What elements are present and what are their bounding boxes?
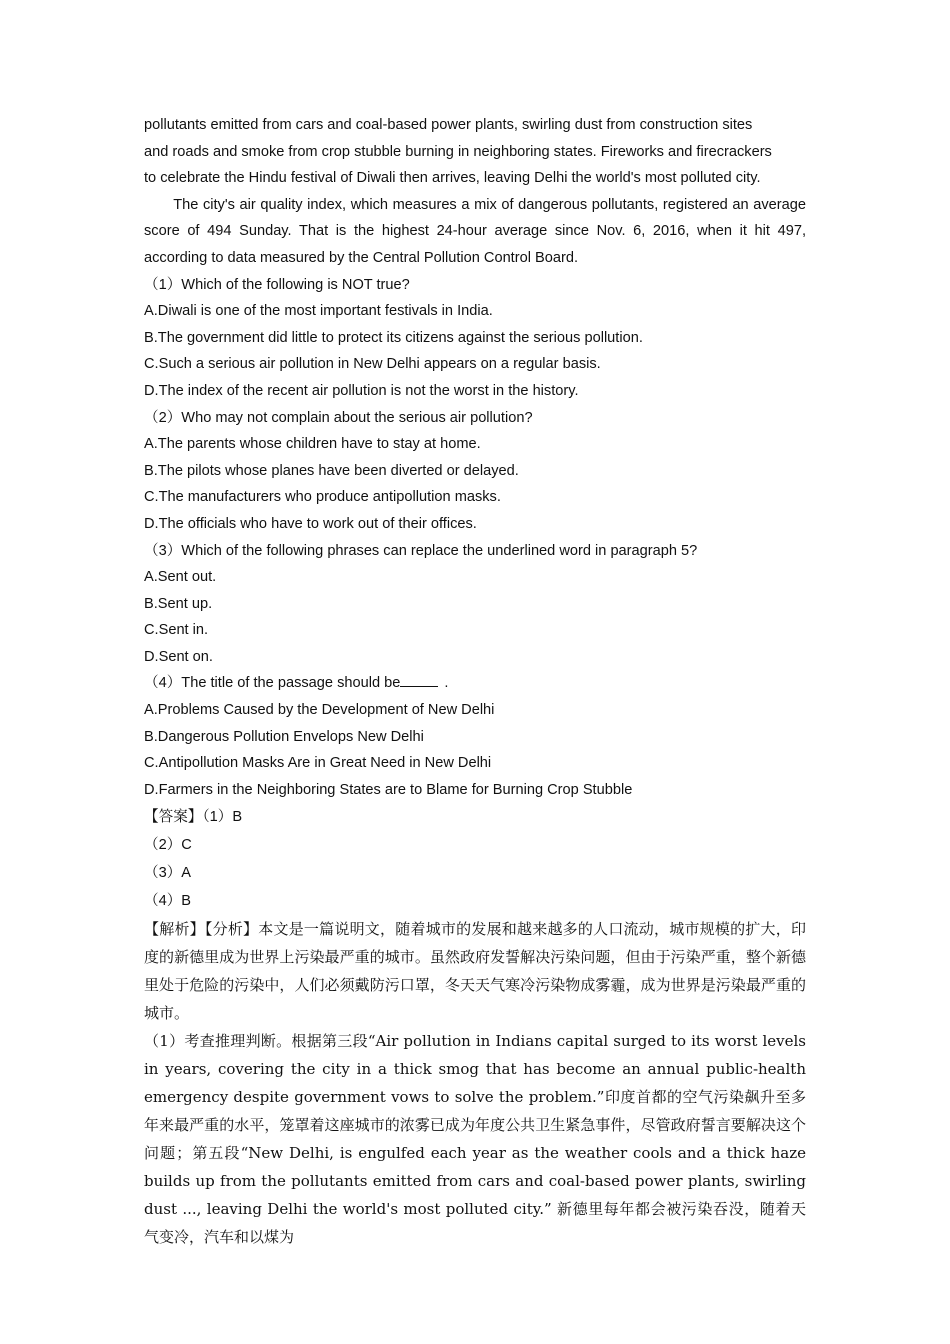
answer-blank	[400, 672, 438, 687]
option-a: A.Sent out.	[144, 569, 217, 586]
answer-line: 【答案】（1）B	[144, 809, 243, 826]
option-c: C.Such a serious air pollution in New Delhi appears on a regular basis.	[144, 356, 601, 373]
question-stem-end: .	[444, 675, 449, 692]
option-b: B.The government did little to protect its citizens against the serious pollution.	[144, 329, 643, 346]
passage-paragraph: The city's air quality index, which measures a mix of dangerous pollutants, registered an average score of 494 Sunday. That is the highest 24-hour average since Nov. 6, 2016, when it hit 497, according to data measured by the Central Pollution Control Board.	[144, 196, 806, 266]
option-d: D.Farmers in the Neighboring States are to Blame for Burning Crop Stubble	[144, 781, 633, 798]
option-a: A.Problems Caused by the Development of New Delhi	[144, 702, 495, 719]
option-b: B.The pilots whose planes have been diverted or delayed.	[144, 462, 519, 479]
passage-line: pollutants emitted from cars and coal-based power plants, swirling dust from construction sites	[144, 117, 753, 133]
question-stem: （2）Who may not complain about the serious air pollution?	[144, 409, 533, 426]
question-stem	[144, 670, 806, 697]
option-d: D.The index of the recent air pollution is not the worst in the history.	[144, 382, 579, 399]
answer-line: （2）C	[144, 837, 192, 854]
analysis-detail: （1）考查推理判断。根据第三段“Air pollution in Indians capital surged to its worst levels in years, covering the city in a thick smog that has become an annual public-health emergency despite government vows to solve the problem.”印度首都的空气污染飙升至多年来最严重的水平，笼罩着这座城市的浓雾已成为年度公共卫生紧急事件，尽管政府誓言要解决这个问题；第五段“New Delhi, is engulfed each year as the weather cools and a thick haze builds up from the pollutants emitted from cars and coal-based power plants, swirling dust ..., leaving Delhi the world's most polluted city.” 新德里每年都会被污染吞没，随着天气变冷，汽车和以煤为	[144, 1032, 806, 1247]
option-a: A.The parents whose children have to stay at home.	[144, 436, 481, 453]
option-b: B.Sent up.	[144, 595, 213, 612]
question-stem: （1）Which of the following is NOT true?	[144, 276, 410, 293]
analysis-summary: 【解析】【分析】本文是一篇说明文，随着城市的发展和越来越多的人口流动，城市规模的扩大，印度的新德里成为世界上污染最严重的城市。虽然政府发誓解决污染问题，但由于污染严重，整个新德里处于危险的污染中，人们必须戴防污口罩，冬天天气寒冷污染物成雾霾，成为世界是污染最严重的城市。	[144, 920, 806, 1023]
passage-line: and roads and smoke from crop stubble burning in neighboring states. Fireworks and firecrackers	[144, 143, 772, 160]
option-c: C.Sent in.	[144, 622, 209, 639]
option-d: D.The officials who have to work out of their offices.	[144, 515, 477, 532]
option-c: C.Antipollution Masks Are in Great Need in New Delhi	[144, 755, 492, 772]
answer-line: （4）B	[144, 893, 192, 910]
option-a: A.Diwali is one of the most important festivals in India.	[144, 303, 493, 320]
document-page	[144, 112, 806, 1251]
passage-line: to celebrate the Hindu festival of Diwali then arrives, leaving Delhi the world's most polluted city.	[144, 170, 761, 187]
option-d: D.Sent on.	[144, 648, 213, 665]
answer-line: （3）A	[144, 865, 192, 882]
question-stem: （3）Which of the following phrases can replace the underlined word in paragraph 5?	[144, 542, 698, 559]
option-b: B.Dangerous Pollution Envelops New Delhi	[144, 728, 424, 745]
option-c: C.The manufacturers who produce antipollution masks.	[144, 489, 501, 506]
question-stem-text: （4）The title of the passage should be	[144, 675, 401, 692]
